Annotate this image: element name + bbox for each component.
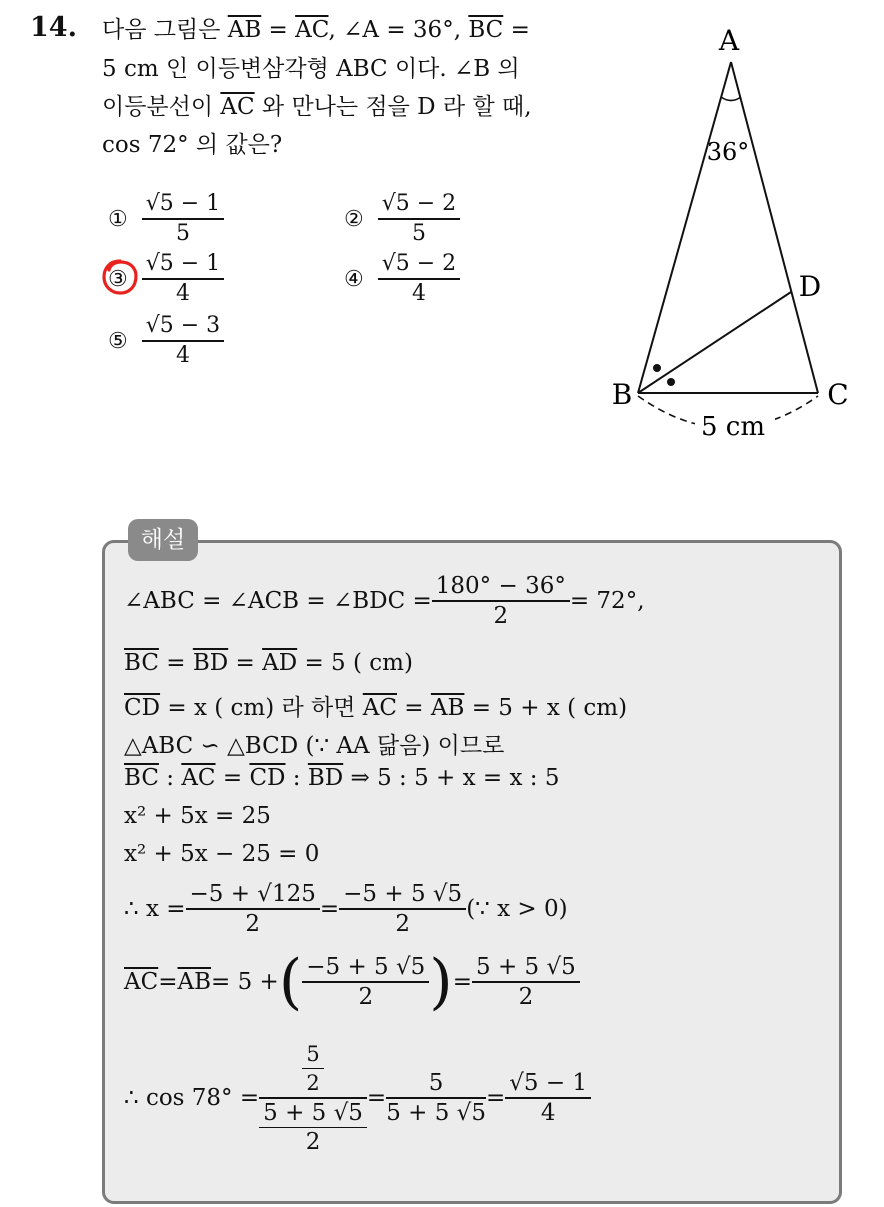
option-2[interactable]: ② $\frac{√5 - 2}{5}$ — [344, 190, 460, 248]
option-3[interactable]: ③ $\frac{√5 - 1}{4}$ — [108, 250, 224, 308]
option-1-fraction: $\frac{√5 - 1}{5}$ — [142, 190, 224, 248]
question-number: 14. — [30, 12, 77, 43]
option-5[interactable]: ⑤ $\frac{√5 - 3}{4}$ — [108, 312, 224, 370]
question-line-4: cos 72° 의 값은? — [102, 132, 283, 158]
vertex-label-b: B — [611, 378, 633, 411]
solution-line-8: ∴ x = $\frac{-5 + √125}{2}$ = $\frac{-5 + 5 √5}{2}$ (∵ x > 0) — [124, 881, 568, 937]
solution-line-9: $\overline{AC}$ = $\overline{AB}$ = 5 + ( $\frac{-5 + 5 √5}{2}$ ) = $\frac{5 + 5 √5}{2}$ — [124, 952, 580, 1012]
solution-line-2: $\overline{BC} = \overline{BD} = \overline{AD} = 5$ ( cm) — [124, 650, 413, 676]
angle-label: 36° — [706, 138, 750, 166]
vertex-label-c: C — [827, 378, 849, 411]
solution-line-10: ∴ cos 78° = $\frac{\frac{5}{2}}{\frac{5 + 5 √5}{2}}$ = $\frac{5}{5 + 5 √5}$ = $\frac{√5 - 1}{4}$ — [124, 1040, 591, 1156]
vertex-label-a: A — [718, 24, 740, 57]
solution-line-6: x² + 5x = 25 — [124, 803, 271, 829]
base-length-label: 5 cm — [700, 412, 766, 442]
option-4-fraction: $\frac{√5 - 2}{4}$ — [378, 250, 460, 308]
solution-line-3: $\overline{CD} = x$ ( cm) 라 하면 $\overline{AC} = \overline{AB} = 5 + x$ ( cm) — [124, 695, 628, 721]
solution-tab: 해설 — [128, 519, 198, 561]
option-3-fraction: $\frac{√5 - 1}{4}$ — [142, 250, 224, 308]
solution-line-4: △ABC ∽ △BCD (∵ AA 닮음) 이므로 — [124, 733, 505, 759]
option-4[interactable]: ④ $\frac{√5 - 2}{4}$ — [344, 250, 460, 308]
question-line-2: 5 cm 인 이등변삼각형 ABC 이다. ∠B 의 — [102, 56, 520, 82]
question-line-3: 이등분선이 $\overline{AC}$ 와 만나는 점을 D 라 할 때, — [102, 94, 532, 120]
question-line-1: 다음 그림은 $\overline{AB} = \overline{AC}$, ∠A = 36°, $\overline{BC}$ = — [102, 17, 530, 43]
solution-line-1: ∠ABC = ∠ACB = ∠BDC = $\frac{180^\circ - 36^\circ}{2}$ = 72°, — [124, 573, 645, 629]
answer-circle-icon — [101, 258, 139, 296]
option-2-fraction: $\frac{√5 - 2}{5}$ — [378, 190, 460, 248]
option-5-fraction: $\frac{√5 - 3}{4}$ — [142, 312, 224, 370]
triangle-figure — [600, 20, 860, 450]
vertex-label-d: D — [798, 270, 822, 303]
solution-line-7: x² + 5x − 25 = 0 — [124, 841, 320, 867]
option-1[interactable]: ① $\frac{√5 - 1}{5}$ — [108, 190, 224, 248]
solution-line-5: $\overline{BC}$ : $\overline{AC} = \overline{CD}$ : $\overline{BD}$ ⇒ 5 : 5 + x = x : 5 — [124, 765, 560, 791]
